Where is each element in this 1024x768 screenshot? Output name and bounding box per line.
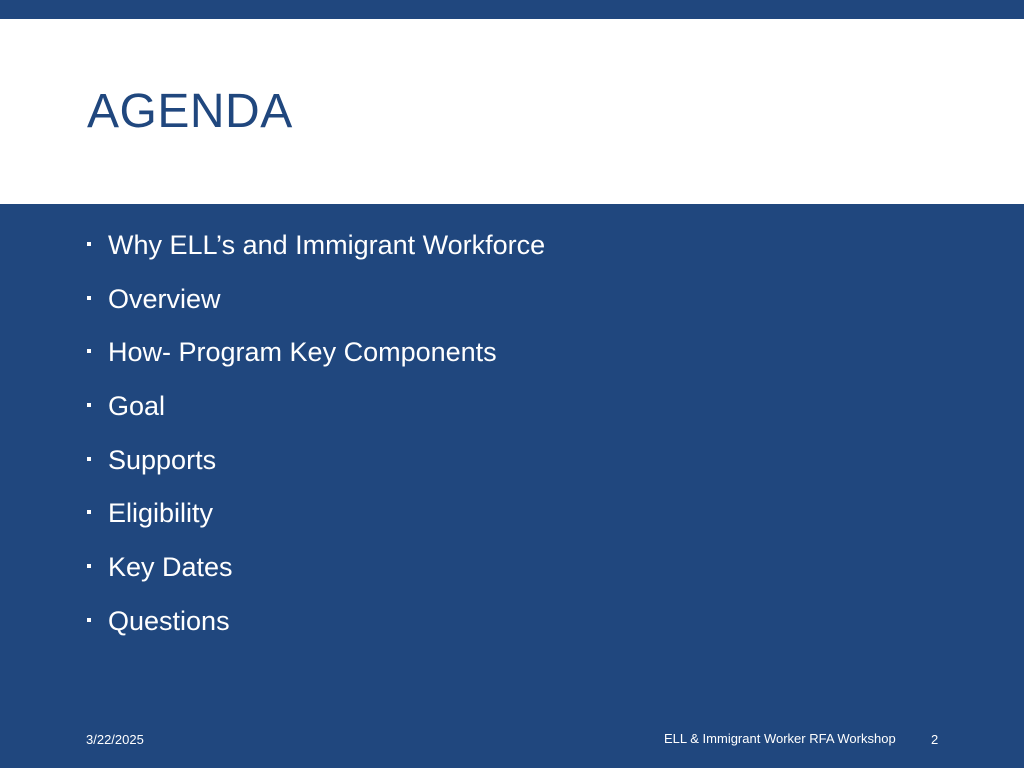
agenda-item-label: Overview bbox=[108, 283, 221, 314]
bullet-icon bbox=[87, 296, 91, 300]
bullet-icon bbox=[87, 349, 91, 353]
agenda-item-label: Supports bbox=[108, 444, 217, 475]
agenda-item-label: Key Dates bbox=[108, 552, 233, 583]
bullet-icon bbox=[87, 510, 91, 514]
bullet-icon bbox=[87, 403, 91, 407]
footer-date: 3/22/2025 bbox=[86, 732, 144, 747]
bullet-icon bbox=[87, 457, 91, 461]
agenda-item-label: Goal bbox=[108, 391, 166, 422]
slide-title: AGENDA bbox=[87, 85, 293, 138]
agenda-item-label: How- Program Key Components bbox=[108, 337, 497, 368]
agenda-item-label: Why ELL’s and Immigrant Workforce bbox=[108, 230, 546, 260]
agenda-item-label: Eligibility bbox=[108, 498, 214, 529]
bullet-icon bbox=[87, 242, 91, 246]
agenda-item-label: Questions bbox=[108, 605, 230, 636]
bullet-icon bbox=[87, 618, 91, 622]
top-accent-band bbox=[0, 0, 1024, 19]
page-number: 2 bbox=[931, 732, 939, 747]
bullet-icon bbox=[87, 564, 91, 568]
footer-title: ELL & Immigrant Worker RFA Workshop bbox=[664, 731, 896, 746]
